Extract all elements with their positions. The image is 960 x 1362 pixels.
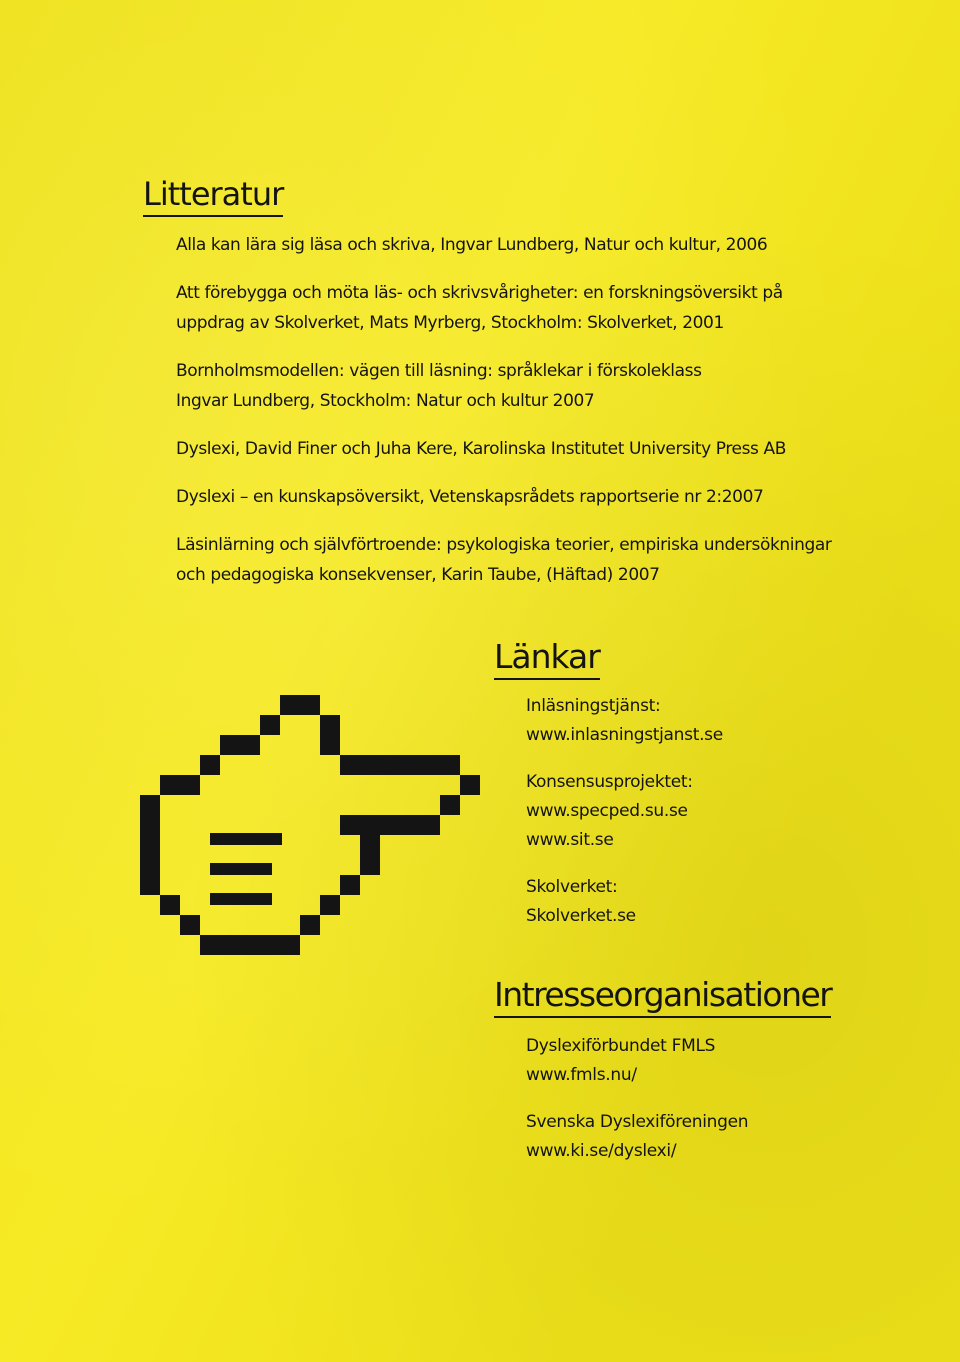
link-label: Inläsningstjänst:	[526, 696, 661, 716]
link-group-skolverket	[526, 873, 946, 931]
literature-item	[176, 356, 876, 416]
literature-heading: Litteratur	[143, 175, 283, 217]
literature-item	[176, 278, 876, 338]
literature-item	[176, 530, 876, 590]
literature-list	[176, 230, 876, 608]
literature-item	[176, 434, 876, 464]
links-heading: Länkar	[494, 637, 600, 680]
link-url[interactable]: www.sit.se	[526, 830, 614, 850]
link-url[interactable]: www.specped.su.se	[526, 801, 688, 821]
organisations-list	[526, 1032, 946, 1184]
organisation-name: Svenska Dyslexiföreningen	[526, 1112, 749, 1132]
organisation-group-fmls	[526, 1032, 946, 1090]
link-url[interactable]: Skolverket.se	[526, 906, 636, 926]
organisations-heading: Intresseorganisationer	[494, 975, 831, 1018]
literature-line: Dyslexi, David Finer och Juha Kere, Karolinska Institutet University Press AB	[176, 439, 787, 459]
link-group-konsensusprojektet	[526, 768, 946, 855]
literature-line: Bornholmsmodellen: vägen till läsning: språklekar i förskoleklass	[176, 361, 702, 381]
pixel-pointing-hand-icon	[140, 695, 480, 985]
literature-line: Dyslexi – en kunskapsöversikt, Vetenskapsrådets rapportserie nr 2:2007	[176, 487, 764, 507]
organisation-url[interactable]: www.fmls.nu/	[526, 1065, 637, 1085]
literature-line: Att förebygga och möta läs- och skrivsvårigheter: en forskningsöversikt på	[176, 283, 783, 303]
literature-line: uppdrag av Skolverket, Mats Myrberg, Stockholm: Skolverket, 2001	[176, 313, 724, 333]
organisation-group-dyslexiforeningen	[526, 1108, 946, 1166]
literature-item	[176, 230, 876, 260]
link-label: Konsensusprojektet:	[526, 772, 693, 792]
literature-item	[176, 482, 876, 512]
literature-line: Alla kan lära sig läsa och skriva, Ingvar Lundberg, Natur och kultur, 2006	[176, 235, 768, 255]
literature-line: och pedagogiska konsekvenser, Karin Taube, (Häftad) 2007	[176, 565, 660, 585]
link-group-inlasningstjanst	[526, 692, 946, 750]
literature-line: Läsinlärning och självförtroende: psykologiska teorier, empiriska undersökningar	[176, 535, 832, 555]
links-list	[526, 692, 946, 949]
link-url[interactable]: www.inlasningstjanst.se	[526, 725, 723, 745]
literature-line: Ingvar Lundberg, Stockholm: Natur och kultur 2007	[176, 391, 595, 411]
link-label: Skolverket:	[526, 877, 618, 897]
organisation-name: Dyslexiförbundet FMLS	[526, 1036, 716, 1056]
organisation-url[interactable]: www.ki.se/dyslexi/	[526, 1141, 677, 1161]
